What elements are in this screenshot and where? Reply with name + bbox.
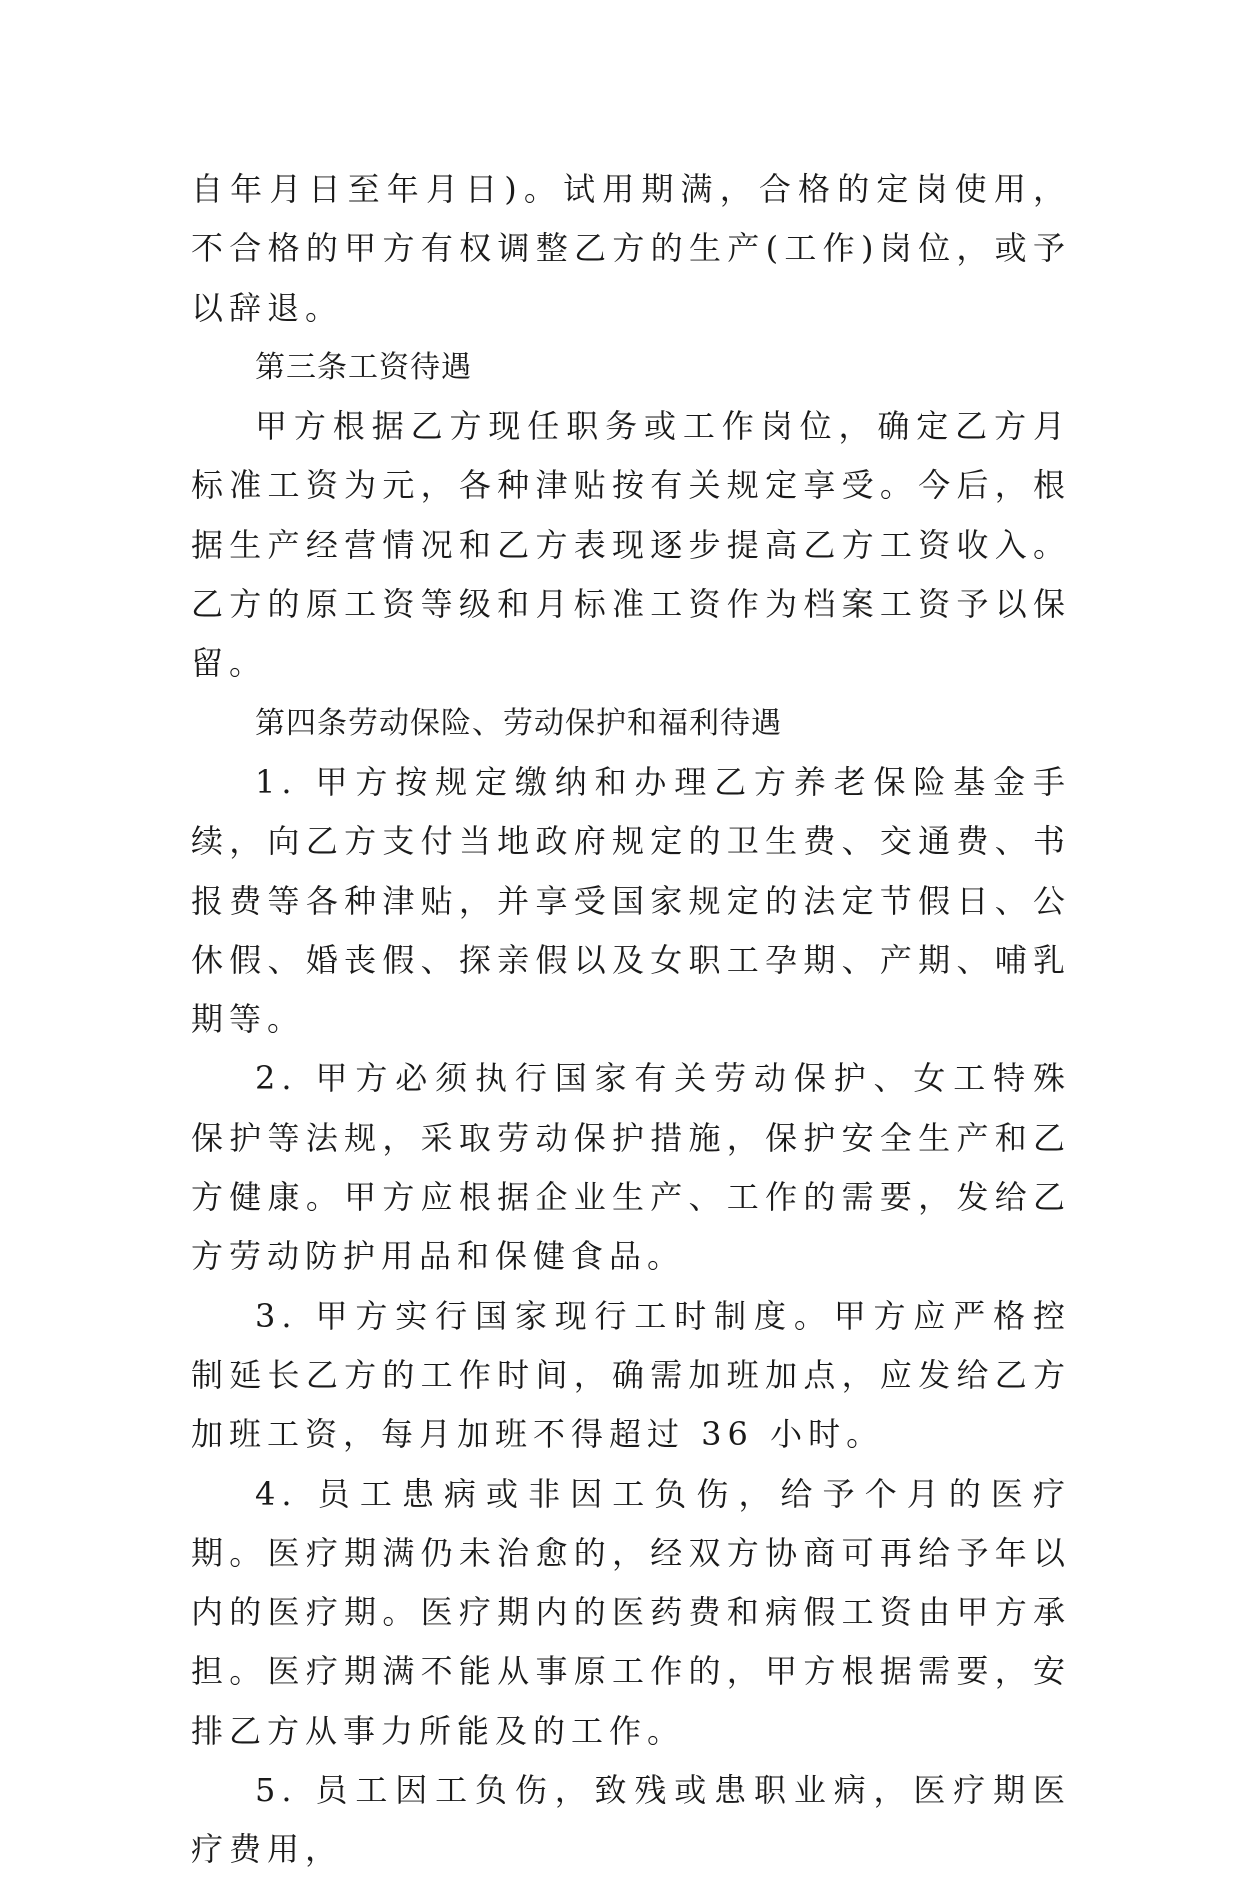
paragraph-item-2: 2. 甲方必须执行国家有关劳动保护、女工特殊保护等法规，采取劳动保护措施，保护安全生产和乙方健康。甲方应根据企业生产、工作的需要，发给乙方劳动防护用品和保健食品。: [191, 1059, 1071, 1276]
heading-article-3-wages: 第三条工资待遇: [255, 349, 472, 385]
paragraph-item-4: 4. 员工患病或非因工负伤，给予个月的医疗期。医疗期满仍未治愈的，经双方协商可再给予年以内的医疗期。医疗期内的医药费和病假工资由甲方承担。医疗期满不能从事原工作的，甲方根据需要，安排乙方从事力所能及的工作。: [191, 1474, 1071, 1750]
paragraph-item-5: 5. 员工因工负伤，致残或患职业病，医疗期医疗费用，: [191, 1771, 1071, 1869]
document-body: [191, 160, 1071, 1880]
paragraph-item-3: 3. 甲方实行国家现行工时制度。甲方应严格控制延长乙方的工作时间，确需加班加点，应发给乙方加班工资，每月加班不得超过 36 小时。: [191, 1296, 1071, 1454]
paragraph-wages: 甲方根据乙方现任职务或工作岗位，确定乙方月标准工资为元，各种津贴按有关规定享受。今后，根据生产经营情况和乙方表现逐步提高乙方工资收入。乙方的原工资等级和月标准工资作为档案工资予以保留。: [191, 407, 1071, 683]
paragraph-item-1: 1. 甲方按规定缴纳和办理乙方养老保险基金手续，向乙方支付当地政府规定的卫生费、交通费、书报费等各种津贴，并享受国家规定的法定节假日、公休假、婚丧假、探亲假以及女职工孕期、产期、哺乳期等。: [191, 762, 1071, 1039]
paragraph-probation-continued: 自年月日至年月日)。试用期满，合格的定岗使用，不合格的甲方有权调整乙方的生产(工作)岗位，或予以辞退。: [191, 170, 1071, 327]
heading-article-4-insurance: 第四条劳动保险、劳动保护和福利待遇: [255, 705, 782, 741]
